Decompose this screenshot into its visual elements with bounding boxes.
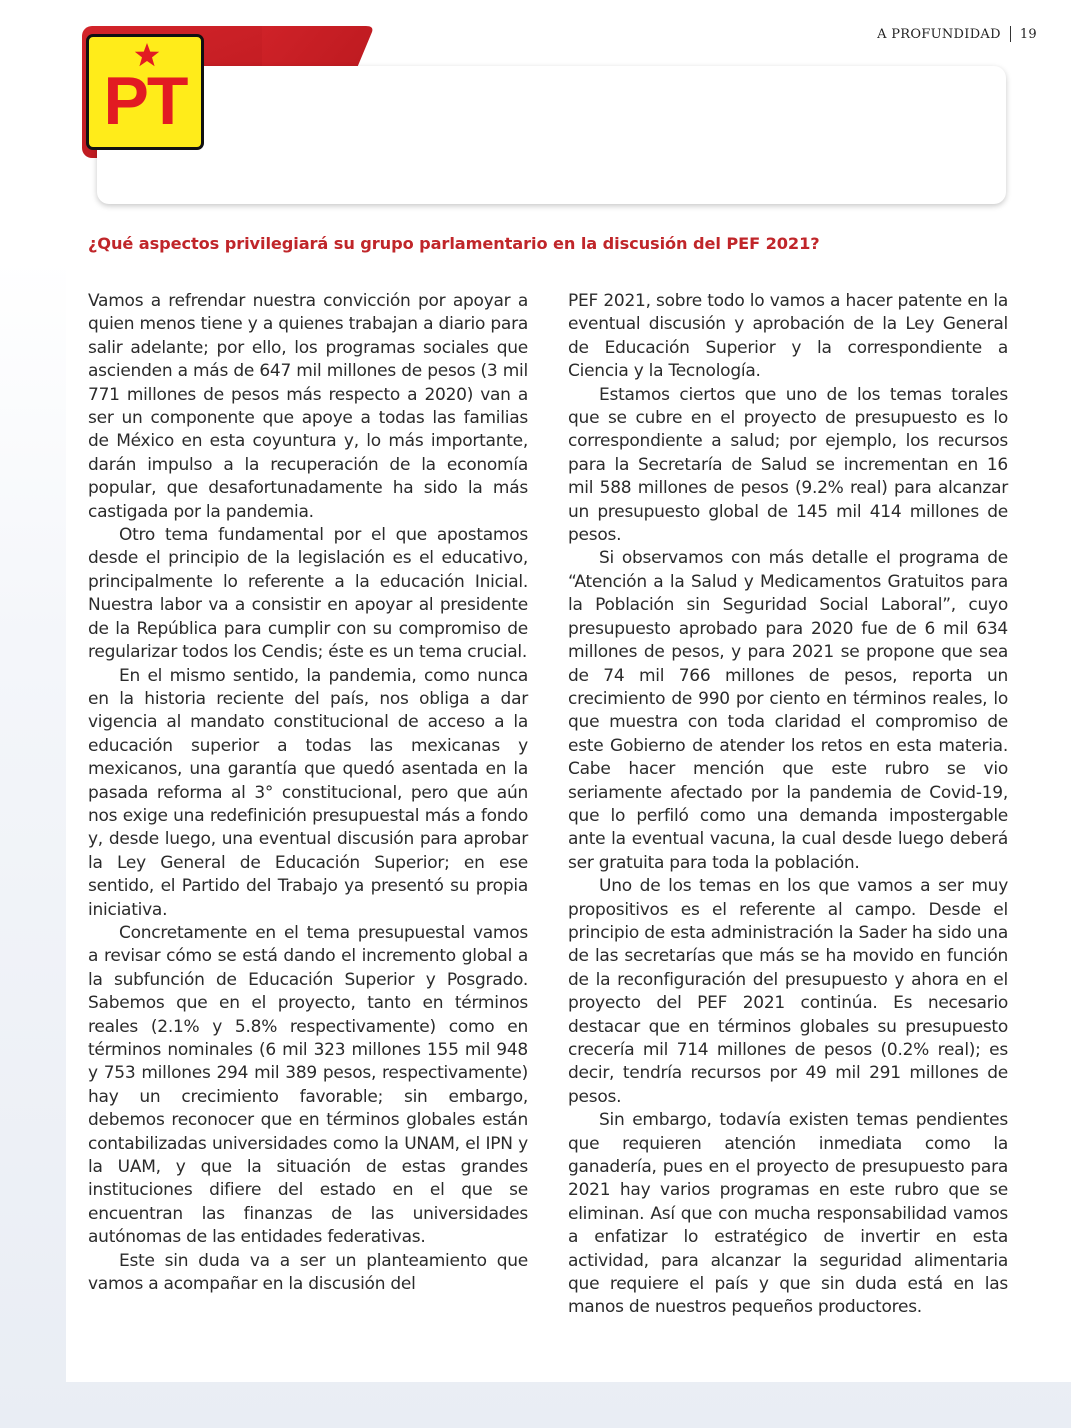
paragraph: Si observamos con más detalle el programa de “Atención a la Salud y Medicamentos Gratuitos para la Población sin Seguridad Social Laboral”, cuyo presupuesto aprobado para 2020 fue de 6 mil 634 millones de pesos, y para 2021 se propone que sea de 74 mil 766 millones de pesos, reporta un crecimiento de 990 por ciento en términos reales, lo que muestra con toda claridad el compromiso de este Gobierno de atender los retos en esta materia. Cabe hacer mención que este rubro se vio seriamente afectado por la pandemia de Covid-19, que lo perfiló como una demanda impostergable ante la eventual vacuna, la cual desde luego deberá ser gratuita para toda la población. (568, 548, 1008, 873)
logo-lettering: PT (103, 63, 187, 139)
paragraph: Otro tema fundamental por el que apostamos desde el principio de la legislación es el educativo, principalmente lo referente a la educación Inicial. Nuestra labor va a consistir en apoyar al presidente de la República para cumplir con su compromiso de regularizar todos los Cendis; éste es un tema crucial. (88, 525, 528, 663)
interview-question: ¿Qué aspectos privilegiará su grupo parlamentario en la discusión del PEF 2021? (88, 234, 820, 253)
paragraph: Uno de los temas en los que vamos a ser muy propositivos es el referente al campo. Desde el principio de esta administración la Sader ha sido una de las secretarías que más se ha movido en función de la reconfiguración del presupuesto y ahora en el proyecto del PEF 2021 continúa. Es necesario destacar que en términos globales su presupuesto crecería mil 714 millones de pesos (0.2% real); es decir, tendría recursos por 49 mil 291 millones de pesos. (568, 876, 1008, 1107)
page-header (877, 26, 1037, 42)
paragraph: En el mismo sentido, la pandemia, como nunca en la historia reciente del país, nos obliga a dar vigencia al mandato constitucional de acceso a la educación superior a todas las mexicanas y mexicanos, una garantía que quedó asentada en la pasada reforma al 3° constitucional, pero que aún nos exige una redefinición presupuestal más a fondo y, desde luego, una eventual discusión para aprobar la Ley General de Educación Superior; en ese sentido, el Partido del Trabajo ya presentó su propia iniciativa. (88, 665, 528, 920)
section-title: A PROFUNDIDAD (877, 26, 1001, 42)
header-card (97, 66, 1006, 204)
paragraph: Concretamente en el tema presupuestal vamos a revisar cómo se está dando el incremento global a la subfunción de Educación Superior y Posgrado. Sabemos que en el proyecto, tanto en términos reales (2.1% y 5.8% respectivamente) como en términos nominales (6 mil 323 millones 155 mil 948 y 753 millones 294 mil 389 pesos, respectivamente) hay un crecimiento favorable; sin embargo, debemos reconocer que en términos globales están contabilizadas universidades como la UNAM, el IPN y la UAM, y que la situación de estas grandes instituciones difiere del estado en el que se encuentran las finanzas de las universidades autónomas de las entidades federativas. (88, 922, 528, 1248)
paragraph: Estamos ciertos que uno de los temas torales que se cubre en el proyecto de presupuesto es lo correspondiente a salud; por ejemplo, los recursos para la Secretaría de Salud se incrementan en 16 mil 588 millones de pesos (9.2% real) para alcanzar un presupuesto global de 145 mil 414 millones de pesos. (568, 384, 1008, 546)
page-number: 19 (1019, 26, 1037, 42)
pt-logo (86, 34, 204, 150)
article-column-right (568, 290, 1008, 1320)
header-divider (1010, 26, 1011, 42)
paragraph: Este sin duda va a ser un planteamiento que vamos a acompañar en la discusión del (88, 1250, 528, 1295)
paragraph: PEF 2021, sobre todo lo vamos a hacer patente en la eventual discusión y aprobación de la Ley General de Educación Superior y la correspondiente a Ciencia y la Tecnología. (568, 291, 1008, 382)
paragraph: Sin embargo, todavía existen temas pendientes que requieren atención inmediata como la ganadería, pues en el proyecto de presupuesto para 2021 hay varios programas en este rubro que se eliminan. Así que con mucha responsabilidad vamos a enfatizar lo estratégico de invertir en esta actividad, para alcanzar la seguridad alimentaria que requiere el país y que sin duda está en las manos de nuestros pequeños productores. (568, 1110, 1008, 1318)
article-column-left (88, 290, 528, 1296)
paragraph: Vamos a refrendar nuestra convicción por apoyar a quien menos tiene y a quienes trabajan a diario para salir adelante; por ello, los programas sociales que ascienden a más de 647 mil millones de pesos (3 mil 771 millones de pesos más respecto a 2020) van a ser un componente que apoye a todas las familias de México en esta coyuntura y, lo más importante, darán impulso a la recuperación de la economía popular, que desafortunadamente ha sido la más castigada por la pandemia. (88, 291, 528, 522)
